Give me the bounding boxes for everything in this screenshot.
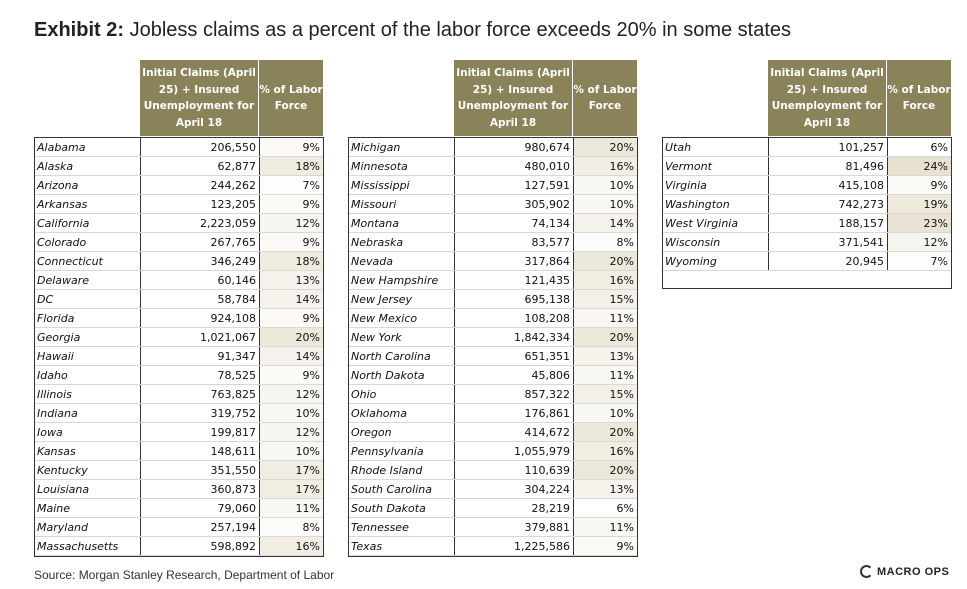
header-claims: Initial Claims (April 25) + Insured Unemployment for April 18 — [140, 60, 258, 136]
claims-value: 598,892 — [140, 537, 259, 555]
percent-value: 8% — [573, 233, 637, 251]
claims-value: 81,496 — [768, 157, 887, 175]
percent-value: 13% — [573, 480, 637, 498]
table-row — [663, 195, 951, 214]
table-row — [35, 195, 323, 214]
state-name: Florida — [37, 312, 75, 325]
table-row — [663, 157, 951, 176]
table-row — [349, 214, 637, 233]
state-name: Minnesota — [351, 160, 408, 173]
percent-value: 10% — [573, 195, 637, 213]
state-name: Delaware — [37, 274, 90, 287]
table-row — [663, 138, 951, 157]
claims-value: 110,639 — [454, 461, 573, 479]
claims-value: 78,525 — [140, 366, 259, 384]
table-row — [35, 347, 323, 366]
table-row — [35, 271, 323, 290]
logo-text: MACRO OPS — [877, 565, 950, 578]
claims-value: 127,591 — [454, 176, 573, 194]
percent-value: 11% — [259, 499, 323, 517]
state-name: Kentucky — [37, 464, 88, 477]
table-row — [349, 252, 637, 271]
claims-value: 188,157 — [768, 214, 887, 232]
state-name: Oregon — [351, 426, 392, 439]
state-name: Arkansas — [37, 198, 88, 211]
percent-value: 13% — [573, 347, 637, 365]
state-name: Virginia — [665, 179, 707, 192]
percent-value: 17% — [259, 461, 323, 479]
state-name: Washington — [665, 198, 730, 211]
header-claims: Initial Claims (April 25) + Insured Unemployment for April 18 — [768, 60, 886, 136]
percent-value: 10% — [573, 404, 637, 422]
claims-value: 857,322 — [454, 385, 573, 403]
table-row — [349, 157, 637, 176]
macro-ops-logo — [860, 565, 949, 578]
table-row — [35, 499, 323, 518]
state-name: Arizona — [37, 179, 79, 192]
claims-value: 267,765 — [140, 233, 259, 251]
header-claims: Initial Claims (April 25) + Insured Unemployment for April 18 — [454, 60, 572, 136]
percent-value: 20% — [573, 423, 637, 441]
state-name: Wyoming — [665, 255, 717, 268]
table-row — [349, 518, 637, 537]
state-name: Missouri — [351, 198, 397, 211]
percent-value: 17% — [259, 480, 323, 498]
claims-value: 651,351 — [454, 347, 573, 365]
claims-value: 371,541 — [768, 233, 887, 251]
state-name: Mississippi — [351, 179, 410, 192]
claims-value: 60,146 — [140, 271, 259, 289]
table-row — [35, 176, 323, 195]
percent-value: 12% — [887, 233, 951, 251]
table-row — [35, 480, 323, 499]
percent-value: 8% — [259, 518, 323, 536]
claims-value: 305,902 — [454, 195, 573, 213]
percent-value: 14% — [573, 214, 637, 232]
state-name: New Mexico — [351, 312, 418, 325]
header-percent: % of Labor Force — [259, 60, 323, 136]
state-name: DC — [37, 293, 54, 306]
claims-value: 91,347 — [140, 347, 259, 365]
state-name: Maryland — [37, 521, 89, 534]
table-row — [35, 328, 323, 347]
table-row — [349, 290, 637, 309]
state-name: Maine — [37, 502, 71, 515]
state-name: Georgia — [37, 331, 81, 344]
percent-value: 9% — [573, 537, 637, 555]
table-row — [35, 157, 323, 176]
percent-value: 7% — [887, 252, 951, 270]
claims-value: 480,010 — [454, 157, 573, 175]
percent-value: 9% — [259, 195, 323, 213]
claims-value: 346,249 — [140, 252, 259, 270]
state-name: Nevada — [351, 255, 393, 268]
claims-value: 415,108 — [768, 176, 887, 194]
state-name: Hawaii — [37, 350, 74, 363]
percent-value: 20% — [573, 138, 637, 156]
claims-value: 83,577 — [454, 233, 573, 251]
state-name: Kansas — [37, 445, 76, 458]
percent-value: 9% — [259, 138, 323, 156]
table-row — [35, 309, 323, 328]
claims-value: 206,550 — [140, 138, 259, 156]
state-name: North Dakota — [351, 369, 425, 382]
claims-value: 20,945 — [768, 252, 887, 270]
states-table — [348, 137, 638, 557]
percent-value: 15% — [573, 290, 637, 308]
percent-value: 20% — [573, 328, 637, 346]
exhibit-title — [34, 19, 791, 42]
percent-value: 16% — [573, 271, 637, 289]
state-name: California — [37, 217, 90, 230]
states-table — [34, 137, 324, 557]
state-name: New York — [351, 331, 402, 344]
state-name: New Jersey — [351, 293, 413, 306]
percent-value: 6% — [887, 138, 951, 156]
state-name: Texas — [351, 540, 383, 553]
table-row — [663, 176, 951, 195]
percent-value: 20% — [573, 252, 637, 270]
table-row — [349, 480, 637, 499]
claims-value: 2,223,059 — [140, 214, 259, 232]
state-name: Vermont — [665, 160, 712, 173]
state-name: Massachusetts — [37, 540, 119, 553]
exhibit-heading: Jobless claims as a percent of the labor force exceeds 20% in some states — [129, 19, 792, 41]
claims-value: 980,674 — [454, 138, 573, 156]
state-name: Louisiana — [37, 483, 90, 496]
claims-value: 414,672 — [454, 423, 573, 441]
claims-value: 695,138 — [454, 290, 573, 308]
table-row — [349, 537, 637, 556]
claims-value: 244,262 — [140, 176, 259, 194]
claims-value: 121,435 — [454, 271, 573, 289]
table-row — [349, 309, 637, 328]
claims-value: 148,611 — [140, 442, 259, 460]
table-row — [349, 385, 637, 404]
table-row — [35, 214, 323, 233]
claims-value: 123,205 — [140, 195, 259, 213]
percent-value: 9% — [887, 176, 951, 194]
percent-value: 11% — [573, 518, 637, 536]
state-name: West Virginia — [665, 217, 739, 230]
table-row — [663, 214, 951, 233]
claims-value: 79,060 — [140, 499, 259, 517]
claims-value: 763,825 — [140, 385, 259, 403]
percent-value: 16% — [573, 157, 637, 175]
table-row — [349, 404, 637, 423]
percent-value: 18% — [259, 157, 323, 175]
percent-value: 9% — [259, 233, 323, 251]
claims-value: 924,108 — [140, 309, 259, 327]
state-name: South Carolina — [351, 483, 432, 496]
table-row — [349, 423, 637, 442]
state-name: Illinois — [37, 388, 72, 401]
percent-value: 12% — [259, 214, 323, 232]
percent-value: 13% — [259, 271, 323, 289]
percent-value: 15% — [573, 385, 637, 403]
percent-value: 20% — [259, 328, 323, 346]
percent-value: 16% — [573, 442, 637, 460]
table-row — [663, 233, 951, 252]
percent-value: 11% — [573, 309, 637, 327]
claims-value: 74,134 — [454, 214, 573, 232]
percent-value: 12% — [259, 423, 323, 441]
percent-value: 10% — [259, 404, 323, 422]
header-percent: % of Labor Force — [573, 60, 637, 136]
table-row — [663, 252, 951, 271]
state-name: North Carolina — [351, 350, 431, 363]
table-row — [349, 233, 637, 252]
state-name: New Hampshire — [351, 274, 439, 287]
percent-value: 9% — [259, 366, 323, 384]
state-name: Iowa — [37, 426, 63, 439]
claims-value: 319,752 — [140, 404, 259, 422]
state-name: Indiana — [37, 407, 78, 420]
state-name: Alaska — [37, 160, 74, 173]
state-name: Idaho — [37, 369, 68, 382]
state-name: Utah — [665, 141, 692, 154]
table-row — [35, 252, 323, 271]
table-row — [35, 442, 323, 461]
table-row — [349, 271, 637, 290]
percent-value: 18% — [259, 252, 323, 270]
percent-value: 14% — [259, 290, 323, 308]
claims-value: 101,257 — [768, 138, 887, 156]
table-row — [349, 347, 637, 366]
table-row — [35, 404, 323, 423]
macro-ops-ring-icon — [860, 565, 873, 578]
table-row — [35, 537, 323, 556]
table-row — [35, 290, 323, 309]
state-name: Oklahoma — [351, 407, 407, 420]
state-name: Montana — [351, 217, 399, 230]
table-row — [349, 138, 637, 157]
percent-value: 6% — [573, 499, 637, 517]
state-name: Wisconsin — [665, 236, 721, 249]
percent-value: 12% — [259, 385, 323, 403]
table-row — [35, 366, 323, 385]
claims-value: 1,021,067 — [140, 328, 259, 346]
table-row — [35, 385, 323, 404]
states-table — [662, 137, 952, 289]
source-note: Source: Morgan Stanley Research, Department of Labor — [34, 568, 335, 582]
claims-value: 62,877 — [140, 157, 259, 175]
exhibit-label: Exhibit 2: — [34, 19, 125, 41]
claims-value: 351,550 — [140, 461, 259, 479]
state-name: Colorado — [37, 236, 87, 249]
claims-value: 108,208 — [454, 309, 573, 327]
percent-value: 14% — [259, 347, 323, 365]
table-row — [349, 499, 637, 518]
claims-value: 257,194 — [140, 518, 259, 536]
percent-value: 16% — [259, 537, 323, 555]
percent-value: 9% — [259, 309, 323, 327]
table-row — [35, 233, 323, 252]
percent-value: 11% — [573, 366, 637, 384]
claims-value: 176,861 — [454, 404, 573, 422]
percent-value: 20% — [573, 461, 637, 479]
claims-value: 1,842,334 — [454, 328, 573, 346]
claims-value: 360,873 — [140, 480, 259, 498]
table-row — [35, 138, 323, 157]
table-row — [349, 442, 637, 461]
claims-value: 1,225,586 — [454, 537, 573, 555]
state-name: Connecticut — [37, 255, 103, 268]
table-row — [349, 195, 637, 214]
percent-value: 10% — [573, 176, 637, 194]
percent-value: 7% — [259, 176, 323, 194]
table-row — [35, 461, 323, 480]
state-name: South Dakota — [351, 502, 426, 515]
claims-value: 58,784 — [140, 290, 259, 308]
header-percent: % of Labor Force — [887, 60, 951, 136]
claims-value: 317,864 — [454, 252, 573, 270]
claims-value: 304,224 — [454, 480, 573, 498]
claims-value: 742,273 — [768, 195, 887, 213]
percent-value: 24% — [887, 157, 951, 175]
percent-value: 19% — [887, 195, 951, 213]
state-name: Alabama — [37, 141, 86, 154]
percent-value: 10% — [259, 442, 323, 460]
table-row — [349, 461, 637, 480]
table-row — [349, 176, 637, 195]
table-row — [35, 423, 323, 442]
table-row — [349, 366, 637, 385]
state-name: Nebraska — [351, 236, 404, 249]
state-name: Rhode Island — [351, 464, 423, 477]
state-name: Michigan — [351, 141, 401, 154]
claims-value: 45,806 — [454, 366, 573, 384]
state-name: Pennsylvania — [351, 445, 424, 458]
claims-value: 379,881 — [454, 518, 573, 536]
claims-value: 1,055,979 — [454, 442, 573, 460]
claims-value: 28,219 — [454, 499, 573, 517]
claims-value: 199,817 — [140, 423, 259, 441]
percent-value: 23% — [887, 214, 951, 232]
state-name: Tennessee — [351, 521, 409, 534]
table-row — [35, 518, 323, 537]
state-name: Ohio — [351, 388, 377, 401]
table-row — [349, 328, 637, 347]
